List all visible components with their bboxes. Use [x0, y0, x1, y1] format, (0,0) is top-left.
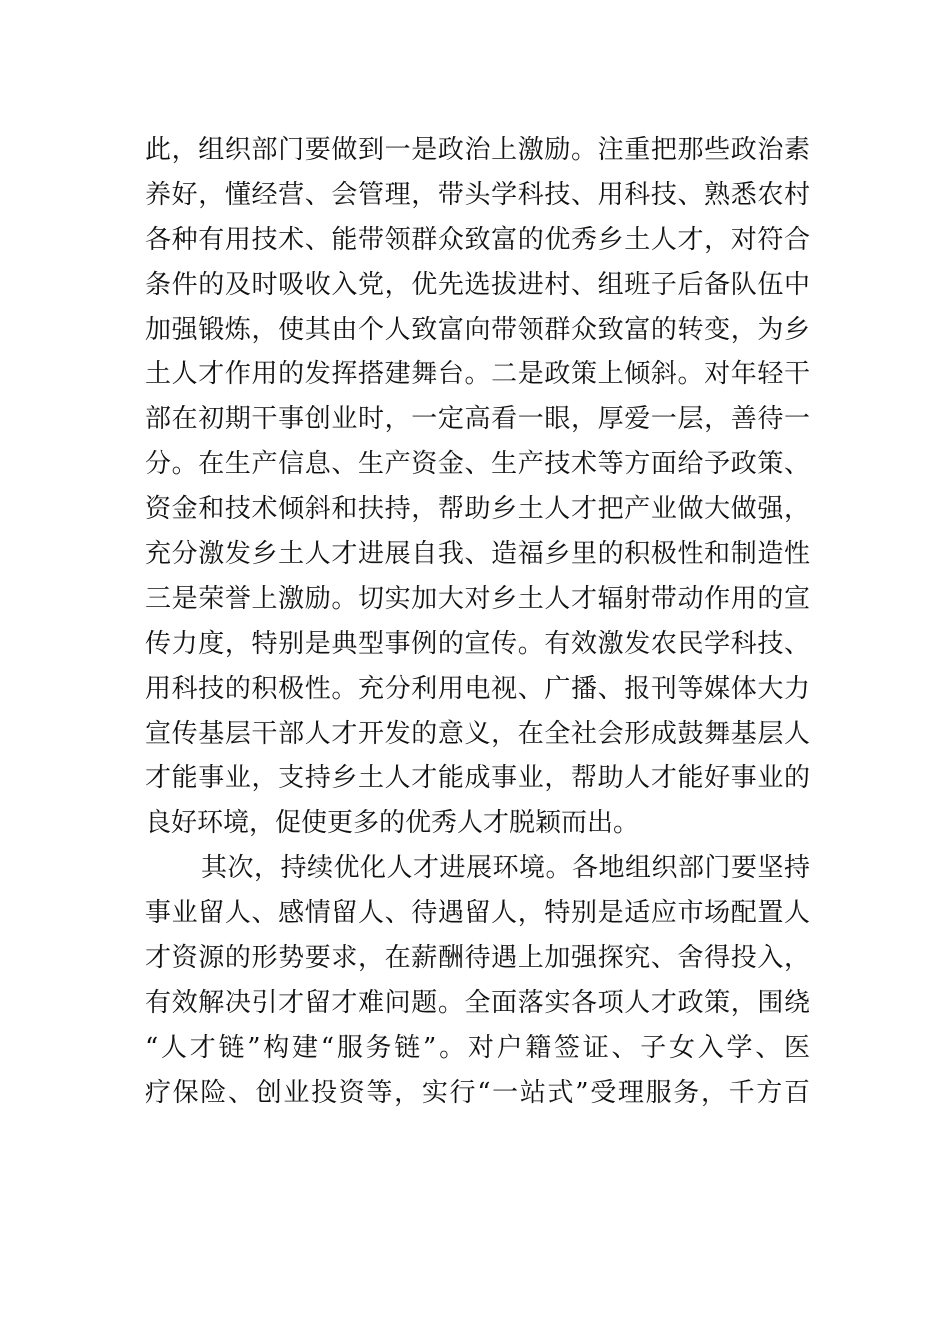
- paragraph-start-line: 其次，持续优化人才进展环境。各地组织部门要坚持: [201, 853, 810, 884]
- text-line: 资金和技术倾斜和扶持，帮助乡土人才把产业做大做强，: [145, 494, 810, 525]
- text-line: 用科技的积极性。充分利用电视、广播、报刊等媒体大力: [145, 673, 810, 704]
- text-line: 土人才作用的发挥搭建舞台。二是政策上倾斜。对年轻干: [145, 359, 810, 390]
- text-line: 养好，懂经营、会管理，带头学科技、用科技、熟悉农村: [145, 179, 810, 210]
- text-line: 疗保险、创业投资等，实行“一站式”受理服务，千方百: [145, 1077, 810, 1108]
- paragraph-end-line: 良好环境，促使更多的优秀人才脱颖而出。: [145, 808, 640, 839]
- body-text: [145, 128, 810, 1116]
- text-line: 各种有用技术、能带领群众致富的优秀乡土人才，对符合: [145, 224, 810, 255]
- text-line: 才能事业，支持乡土人才能成事业，帮助人才能好事业的: [145, 763, 810, 794]
- text-line: 有效解决引才留才难问题。全面落实各项人才政策，围绕: [145, 987, 810, 1018]
- text-line: 分。在生产信息、生产资金、生产技术等方面给予政策、: [145, 449, 810, 480]
- text-line: 加强锻炼，使其由个人致富向带领群众致富的转变，为乡: [145, 314, 810, 345]
- text-line: “人才链”构建“服务链”。对户籍签证、子女入学、医: [145, 1032, 810, 1063]
- text-line: 部在初期干事创业时，一定高看一眼，厚爱一层，善待一: [145, 404, 810, 435]
- text-line: 才资源的形势要求，在薪酬待遇上加强探究、舍得投入，: [145, 943, 810, 974]
- text-line: 充分激发乡土人才进展自我、造福乡里的积极性和制造性: [145, 539, 810, 570]
- text-line: 此，组织部门要做到一是政治上激励。注重把那些政治素: [145, 135, 810, 165]
- text-line: 传力度，特别是典型事例的宣传。有效激发农民学科技、: [145, 628, 810, 659]
- text-line: 事业留人、感情留人、待遇留人，特别是适应市场配置人: [145, 898, 810, 929]
- text-line: 条件的及时吸收入党，优先选拔进村、组班子后备队伍中: [145, 269, 810, 300]
- text-line: 宣传基层干部人才开发的意义，在全社会形成鼓舞基层人: [145, 718, 810, 749]
- text-line: 三是荣誉上激励。切实加大对乡土人才辐射带动作用的宣: [145, 583, 810, 614]
